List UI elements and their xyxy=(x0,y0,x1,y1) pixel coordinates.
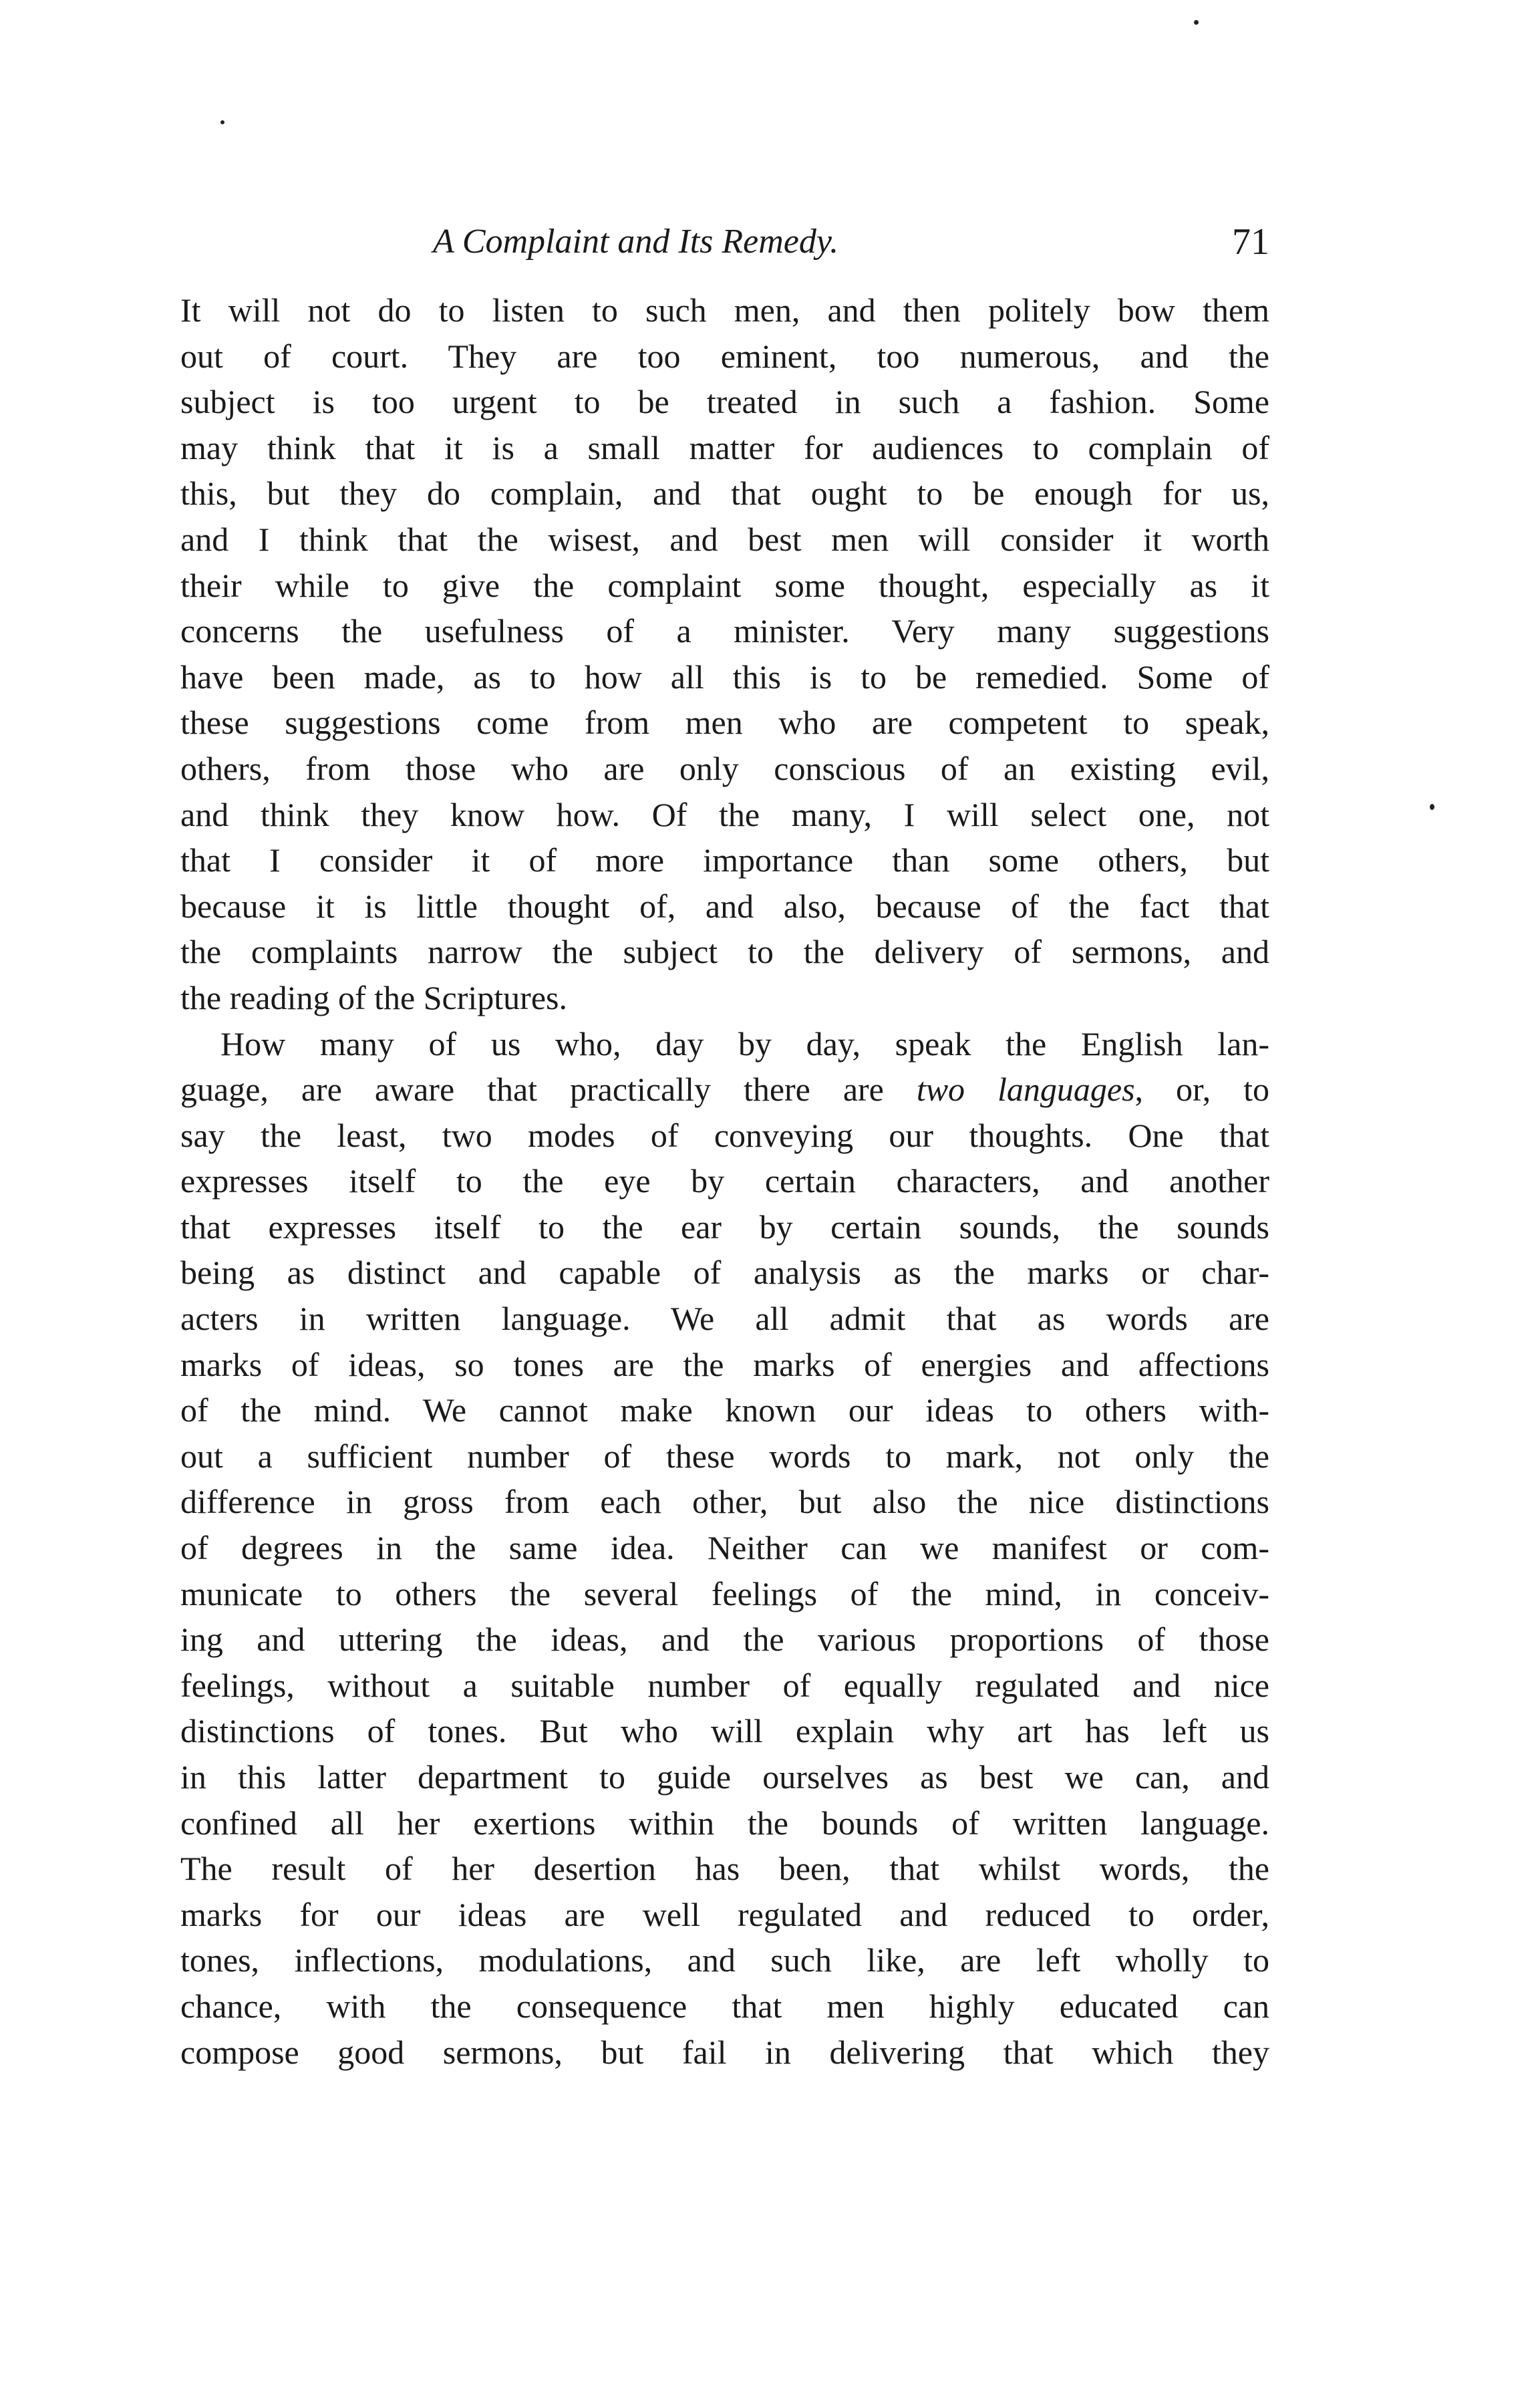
text-line: in this latter department to guide ourselves as best we can, and xyxy=(180,1758,1269,1796)
italic-phrase: two languages xyxy=(916,1071,1135,1109)
text-line: of the mind. We cannot make known our ideas to others with- xyxy=(180,1391,1269,1429)
ink-speck xyxy=(1194,20,1199,25)
page-number: 71 xyxy=(1232,221,1269,263)
text-line: chance, with the consequence that men highly educated can xyxy=(180,1987,1269,2025)
text-line: the reading of the Scriptures. xyxy=(180,978,567,1016)
text-line: out of court. They are too eminent, too numerous, and the xyxy=(180,337,1269,375)
text-line: confined all her exertions within the bounds of written language. xyxy=(180,1804,1269,1842)
text-line: concerns the usefulness of a minister. Very many suggestions xyxy=(180,612,1269,650)
ink-speck xyxy=(1430,804,1434,810)
running-head xyxy=(180,215,1269,269)
text-line: marks for our ideas are well regulated and reduced to order, xyxy=(180,1895,1269,1933)
text-line: being as distinct and capable of analysis as the marks or char- xyxy=(180,1254,1269,1292)
text-line: compose good sermons, but fail in delivering that which they xyxy=(180,2033,1269,2071)
text-line: and I think that the wisest, and best men will consider it worth xyxy=(180,520,1269,558)
text-line: this, but they do complain, and that ought to be enough for us, xyxy=(180,474,1269,513)
text-line: expresses itself to the eye by certain characters, and another xyxy=(180,1162,1269,1200)
text-line: acters in written language. We all admit that as words are xyxy=(180,1300,1269,1338)
text-line: municate to others the several feelings of the mind, in conceiv- xyxy=(180,1574,1269,1613)
text-line: their while to give the complaint some thought, especially as it xyxy=(180,566,1269,604)
text-line: difference in gross from each other, but also the nice distinctions xyxy=(180,1483,1269,1521)
text-line: the complaints narrow the subject to the delivery of sermons, and xyxy=(180,933,1269,971)
text-line: these suggestions come from men who are competent to speak, xyxy=(180,704,1269,742)
text-line: guage, are aware that practically there are two languages, or, to xyxy=(180,1071,1269,1109)
text-line: distinctions of tones. But who will explain why art has left us xyxy=(180,1712,1269,1750)
text-line: others, from those who are only conscious of an existing evil, xyxy=(180,749,1269,787)
text-line: tones, inflections, modulations, and such like, are left wholly to xyxy=(180,1941,1269,1979)
ink-speck xyxy=(220,120,224,124)
text-line: feelings, without a suitable number of equally regulated and nice xyxy=(180,1666,1269,1704)
text-line: How many of us who, day by day, speak the English lan- xyxy=(220,1024,1269,1063)
text-line: The result of her desertion has been, that whilst words, the xyxy=(180,1850,1269,1888)
text-line: of degrees in the same idea. Neither can we manifest or com- xyxy=(180,1529,1269,1567)
text-line: subject is too urgent to be treated in such a fashion. Some xyxy=(180,383,1269,421)
text-line: ing and uttering the ideas, and the various proportions of those xyxy=(180,1621,1269,1659)
text-line: that expresses itself to the ear by certain sounds, the sounds xyxy=(180,1208,1269,1246)
text-line: because it is little thought of, and also, because of the fact that xyxy=(180,887,1269,925)
text-line: say the least, two modes of conveying our thoughts. One that xyxy=(180,1116,1269,1154)
text-line: that I consider it of more importance than some others, but xyxy=(180,841,1269,879)
text-line: have been made, as to how all this is to be remedied. Some of xyxy=(180,658,1269,696)
text-line: and think they know how. Of the many, I will select one, not xyxy=(180,795,1269,833)
text-line: It will not do to listen to such men, and then politely bow them xyxy=(180,291,1269,329)
text-line: marks of ideas, so tones are the marks of energies and affections xyxy=(180,1345,1269,1383)
text-line: may think that it is a small matter for audiences to complain of xyxy=(180,428,1269,466)
running-title: A Complaint and Its Remedy. xyxy=(433,223,839,261)
text-line: out a sufficient number of these words to mark, not only the xyxy=(180,1437,1269,1475)
body-text xyxy=(180,287,1269,2075)
